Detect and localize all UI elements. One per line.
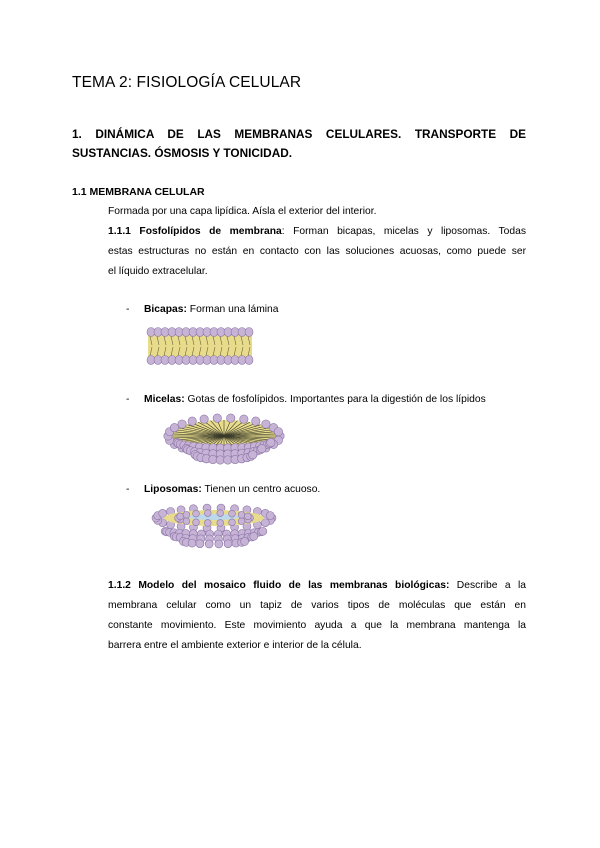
lipid-head xyxy=(238,518,245,525)
lipid-head xyxy=(204,510,211,517)
lipid-head xyxy=(177,513,184,520)
bullet-micelas xyxy=(144,390,486,410)
lipid-head xyxy=(193,519,200,526)
lipid-head xyxy=(183,518,190,525)
subsection-1-1-heading: 1.1 MEMBRANA CELULAR xyxy=(72,186,205,198)
membrane-intro: Formada por una capa lipídica. Aísla el exterior del interior. xyxy=(108,206,377,217)
lipid-head xyxy=(196,540,204,548)
lipid-head xyxy=(205,540,213,548)
lipid-head xyxy=(262,420,270,428)
micelle-illustration xyxy=(158,412,290,474)
lipid-head xyxy=(193,510,200,517)
paragraph-1-1-2-line1 xyxy=(108,576,526,596)
bullet-bicapas-label: Bicapas: xyxy=(144,304,187,315)
paragraph-1-1-1-line3: el líquido extracelular. xyxy=(108,266,208,277)
lipid-head xyxy=(227,414,235,422)
lipid-head xyxy=(200,415,208,423)
lipid-head xyxy=(188,539,196,547)
paragraph-1-1-2-label: 1.1.2 Modelo del mosaico fluido de las membranas biológicas: xyxy=(108,580,450,591)
lipid-head xyxy=(238,511,245,518)
bilayer-illustration xyxy=(146,326,254,366)
lipid-head xyxy=(258,444,266,452)
lipid-head xyxy=(267,438,275,446)
lipid-head xyxy=(217,520,224,527)
lipid-head xyxy=(259,527,267,535)
bullet-liposomas-label: Liposomas: xyxy=(144,484,202,495)
lipid-head xyxy=(266,512,274,520)
lipid-head xyxy=(178,420,186,428)
bullet-bicapas-text: Forman una lámina xyxy=(186,304,279,315)
lipid-head xyxy=(229,510,236,517)
section-1-heading-line1: 1. DINÁMICA DE LAS MEMBRANAS CELULARES. TRANSPORTE DE xyxy=(72,127,526,141)
bullet-dash: - xyxy=(126,394,130,405)
lipid-head xyxy=(213,414,221,422)
lipid-head xyxy=(244,513,251,520)
paragraph-1-1-1-text: : Forman bicapas, micelas y liposomas. Todas xyxy=(281,226,526,237)
section-1-heading-line2: SUSTANCIAS. ÓSMOSIS Y TONICIDAD. xyxy=(72,146,293,160)
paragraph-1-1-2-line4: barrera entre el ambiente exterior e interior de la célula. xyxy=(108,640,362,651)
lipid-head xyxy=(215,540,223,548)
page-title: TEMA 2: FISIOLOGÍA CELULAR xyxy=(72,74,302,91)
bullet-liposomas-text: Tienen un centro acuoso. xyxy=(201,484,321,495)
paragraph-1-1-2-text: Describe a la xyxy=(449,580,526,591)
lipid-head xyxy=(170,423,178,431)
bullet-dash: - xyxy=(126,304,130,315)
lipid-head xyxy=(249,451,257,459)
lipid-head xyxy=(240,415,248,423)
lipid-head xyxy=(245,356,253,365)
bullet-dash: - xyxy=(126,484,130,495)
lipid-head xyxy=(224,540,232,548)
lipid-head xyxy=(229,519,236,526)
paragraph-1-1-1-label: 1.1.1 Fosfolípidos de membrana xyxy=(108,226,282,237)
lipid-head xyxy=(245,328,253,337)
bullet-liposomas xyxy=(144,480,320,500)
lipid-head xyxy=(217,510,224,517)
paragraph-1-1-2-line3: constante movimiento. Este movimiento ayuda a que la membrana mantenga la xyxy=(108,620,526,631)
lipid-head xyxy=(204,520,211,527)
lipid-head xyxy=(241,537,249,545)
lipid-head xyxy=(183,511,190,518)
bullet-micelas-text: Gotas de fosfolípidos. Importantes para la digestión de los lípidos xyxy=(184,394,486,405)
bullet-bicapas xyxy=(144,300,279,320)
lipid-head xyxy=(250,532,258,540)
lipid-head xyxy=(252,417,260,425)
lipid-head xyxy=(188,417,196,425)
liposome-illustration xyxy=(150,502,278,548)
lipid-head xyxy=(274,427,282,435)
paragraph-1-1-1-line1 xyxy=(108,222,526,242)
bullet-micelas-label: Micelas: xyxy=(144,394,185,405)
lipid-head xyxy=(216,456,224,464)
paragraph-1-1-2-line2: membrana celular como un tapiz de varios tipos de moléculas que están en xyxy=(108,600,526,611)
bilayer-tails xyxy=(148,334,252,358)
paragraph-1-1-1-line2: estas estructuras no están en contacto con las soluciones acuosas, como puede ser xyxy=(108,246,526,257)
